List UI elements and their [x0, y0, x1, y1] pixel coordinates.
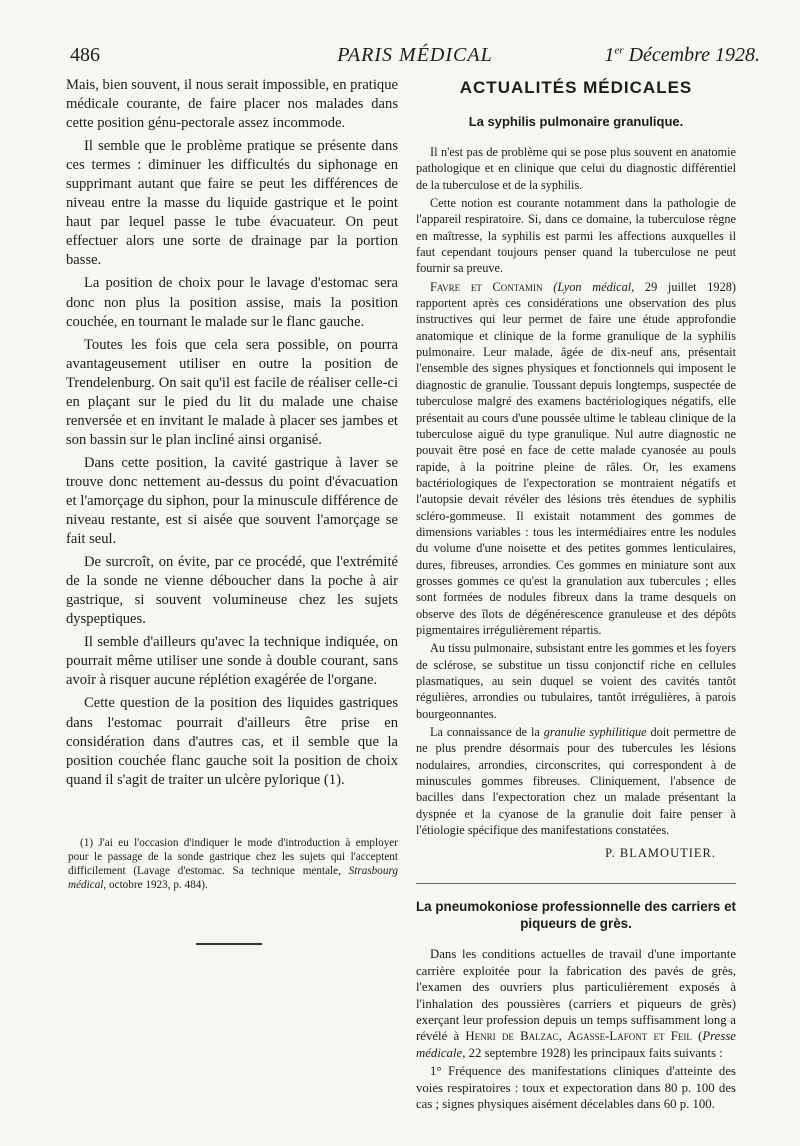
article-body	[416, 946, 736, 1112]
paragraph-text: La connaissance de la	[430, 725, 544, 740]
authors: Favre et Contamin	[430, 279, 543, 294]
signature: P. BLAMOUTIER.	[605, 846, 716, 861]
date-day: 1	[604, 44, 615, 66]
left-paragraph: Cette question de la position des liquides gastriques dans l'estomac pourrait d'ailleurs être prise en considération dans d'autres cas, et il semble que la position couchée flanc gauche soit la position de choix quand il s'agit de traiter un ulcère pylorique (1).	[66, 695, 398, 788]
date-sup: er	[614, 44, 624, 57]
authors: Henri de Balzac, Agasse-Lafont et Feil	[465, 1029, 692, 1044]
footnote-text	[68, 836, 398, 892]
date-rest: Décembre 1928.	[623, 44, 760, 66]
paragraph-text: , 22 septembre 1928) les principaux faits suivants :	[462, 1045, 723, 1060]
article-body	[416, 144, 736, 838]
paragraph-text: doit permettre de ne plus prendre désormais pour des tubercules les lésions nodulaires, arrondies, circonscrites, qui correspondent à de minuscules gommes fibreuses. Cliniquement, l'absence de bacilles dans l'expectoration chez un malade présentant la dyspnée et la cyanose de la granulie doit faire penser à l'étiologie spécifique des manifestations constatées.	[416, 725, 737, 838]
left-paragraph: Dans cette position, la cavité gastrique à laver se trouve donc nettement au-dessus du point d'évacuation et l'amorçage du siphon, pour la minuscule différence de niveau restante, est si aisée que souvent l'amorçage se fait seul.	[66, 454, 398, 548]
source: Presse médicale	[416, 1029, 736, 1060]
left-paragraph: Il semble que le problème pratique se présente dans ces termes : diminuer les difficultés du siphonage en supprimant autant que faire se peut les différences de niveau entre la masse du liquide gastrique et le point haut par lequel passe le tube évacuateur. On peut effectuer alors une sorte de drainage par la portion basse.	[66, 138, 398, 269]
footnote	[68, 836, 398, 892]
source: (Lyon médical,	[542, 279, 635, 294]
issue-date	[604, 44, 760, 67]
section-title: ACTUALITÉS MÉDICALES	[459, 78, 693, 97]
footnote-part: (1) J'ai eu l'occasion d'indiquer le mode d'introduction à employer pour le passage de la sonde gastrique chez les sujets qui l'acceptent difficilement (Lavage d'estomac. Sa technique mentale,	[68, 837, 398, 877]
left-paragraph: De surcroît, on évite, par ce procédé, que l'extrémité de la sonde ne vienne déboucher dans la poche à air gastrique, si souvent volumineuse chez les sujets dyspeptiques.	[66, 554, 398, 628]
page-number: 486	[70, 44, 100, 66]
emphasis: granulie syphilitique	[543, 725, 647, 740]
running-head	[70, 44, 760, 68]
article-paragraph: Cette notion est courante notamment dans la pathologie de l'appareil respiratoire. Si, dans ce domaine, la tuberculose règne en maîtresse, la syphilis est parmi les affections auxquelles il faut cependant toujours penser quand la tuberculose ne peut fournir sa preuve.	[416, 196, 736, 276]
article-separator	[416, 883, 736, 884]
journal-title: PARIS MÉDICAL	[337, 44, 493, 66]
footnote-part: , octobre 1923, p. 484).	[103, 879, 208, 891]
article-paragraph: Au tissu pulmonaire, subsistant entre les gommes et les foyers de sclérose, se substitue un tissu conjonctif riche en cellules plasmatiques, au sein duquel se voient des cavités tantôt régulières, arrondies ou tubulaires, tantôt irrégulières, à parois bourgeonnantes.	[416, 641, 737, 721]
left-paragraph: Mais, bien souvent, il nous serait impossible, en pratique médicale courante, de faire placer nos malades dans cette position génu-pectorale assez incommode.	[66, 77, 398, 132]
footnote-source: Strasbourg médical	[68, 865, 398, 891]
left-paragraph: Toutes les fois que cela sera possible, on pourra avantageusement utiliser en outre la position de Trendelenburg. On sait qu'il est facile de réaliser celle-ci en plaçant sur le pied du lit du malade une chaise renversée et en invitant le malade à placer ses jambes et son bassin sur le plan incliné ainsi organisé.	[66, 336, 398, 448]
paragraph-text: 29 juillet 1928) rapportent après ces considérations une observation des plus instructives qui leur permet de faire une étude approfondie anatomique et clinique de la forme granulique de la syphilis pulmonaire. Leur malade, âgée de dix-neuf ans, présentait l'ensemble des signes physiques et fonctionnels qui imposent le diagnostic de granulie. Toussant depuis longtemps, suspectée de tuberculose malgré des examens bactériologiques négatifs, elle présentait au cours d'une poussée ultime le tableau clinique de la tuberculose aiguë du type granulique. Nul autre diagnostic ne pouvait être posé en face de cette malade cyanosée au pouls rapide, à la poitrine pleine de râles. Or, les examens bactériologiques de l'expectoration se montraient négatifs et l'autopsie devait révéler des lésions très étendues de syphilis scléro-gommeuse. Il existait notamment des gommes de dimensions variables : tous les intermédiaires entre les nodules du volume d'une noisette et des petites gommes lenticulaires, dures, fibreuses, arrondies. Ces gommes en miniature sont aux grosses gommes ce qu'est la granulation aux tubercules ; elles sont formées de nodules fibreux dans la trame desquels on observe des îlots de dégénérescence granuleuse et des dépôts pigmentaires irrégulièrement répartis.	[416, 279, 736, 637]
article-paragraph	[416, 946, 736, 1061]
end-rule	[196, 943, 262, 945]
paragraph-text: Dans les conditions actuelles de travail d'une importante carrière exploitée pour la fabrication des pavés de grès, l'examen des ouvriers plus particulièrement exposés à l'inhalation des poussières (carriers et piqueurs de grès) exerçant leur profession depuis un temps suffisamment long a révélé à	[416, 947, 736, 1044]
article-paragraph	[416, 724, 736, 838]
left-paragraph: Il semble d'ailleurs qu'avec la technique indiquée, on pourrait même utiliser une sonde à double courant, sans avoir à risquer aucune réplétion exagérée de l'organe.	[66, 634, 398, 689]
paragraph-text: (	[691, 1029, 703, 1044]
article-title: La pneumokoniose professionnelle des carriers et piqueurs de grès.	[416, 899, 736, 932]
article-paragraph	[416, 279, 736, 639]
right-column	[416, 76, 736, 1115]
article-title: La syphilis pulmonaire granulique.	[468, 114, 684, 129]
article-paragraph: 1° Fréquence des manifestations cliniques d'atteinte des voies respiratoires : toux et expectoration dans 80 p. 100 des cas ; signes physiques aisément décelables dans 60 p. 100.	[416, 1064, 736, 1112]
left-paragraph: La position de choix pour le lavage d'estomac sera donc non plus la position assise, mais la position couchée, en tournant le malade sur le flanc gauche.	[66, 275, 398, 330]
left-column	[66, 76, 398, 794]
article-paragraph: Il n'est pas de problème qui se pose plus souvent en anatomie pathologique et en clinique que celui du diagnostic différentiel de la tuberculose et de la syphilis.	[416, 145, 736, 192]
